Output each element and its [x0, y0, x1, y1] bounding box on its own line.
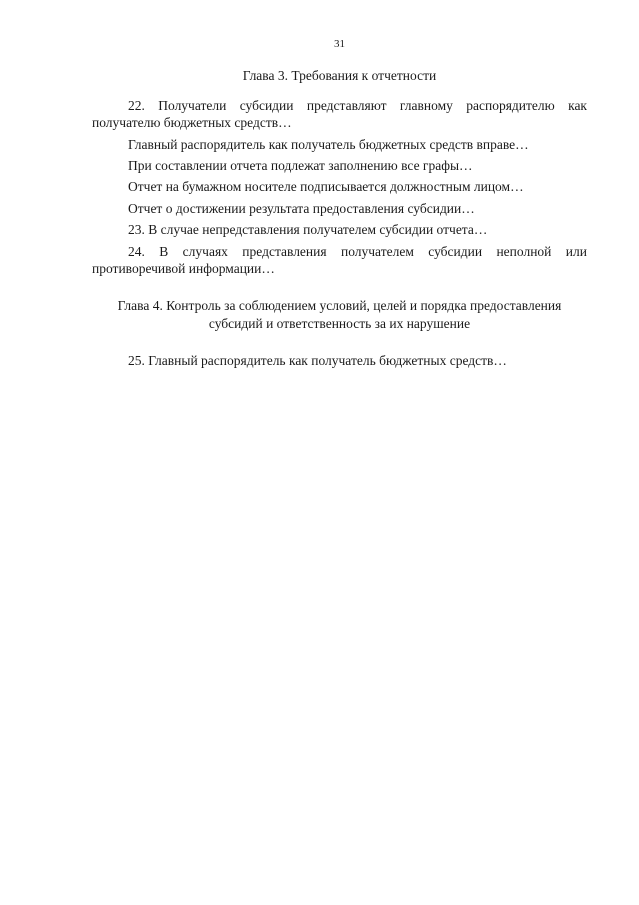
- paragraph-paper-report: Отчет на бумажном носителе подписывается должностным лицом…: [128, 179, 524, 195]
- paragraph-24: 24. В случаях представления получателем субсидии неполной или противоречивой информации…: [92, 243, 587, 277]
- paragraph-reporting-terms: Главный распорядитель как получатель бюджетных средств вправе…: [128, 136, 529, 152]
- paragraph-23: 23. В случае непредставления получателем субсидии отчета…: [128, 222, 488, 238]
- paragraph-22: 22. Получатели субсидии представляют главному распорядителю как получателю бюджетных средств…: [92, 97, 587, 131]
- paragraph-fill-all-fields: При составлении отчета подлежат заполнению все графы…: [128, 158, 473, 174]
- page-number: 31: [334, 38, 345, 50]
- chapter-3-heading: Глава 3. Требования к отчетности: [242, 68, 437, 84]
- chapter-4-heading: Глава 4. Контроль за соблюдением условий, целей и порядка предоставления субсидий и ответственность за их нарушение: [117, 298, 562, 331]
- paragraph-25: 25. Главный распорядитель как получатель бюджетных средств…: [128, 353, 507, 369]
- paragraph-cover-letter: Отчет о достижении результата предоставления субсидии…: [128, 200, 475, 216]
